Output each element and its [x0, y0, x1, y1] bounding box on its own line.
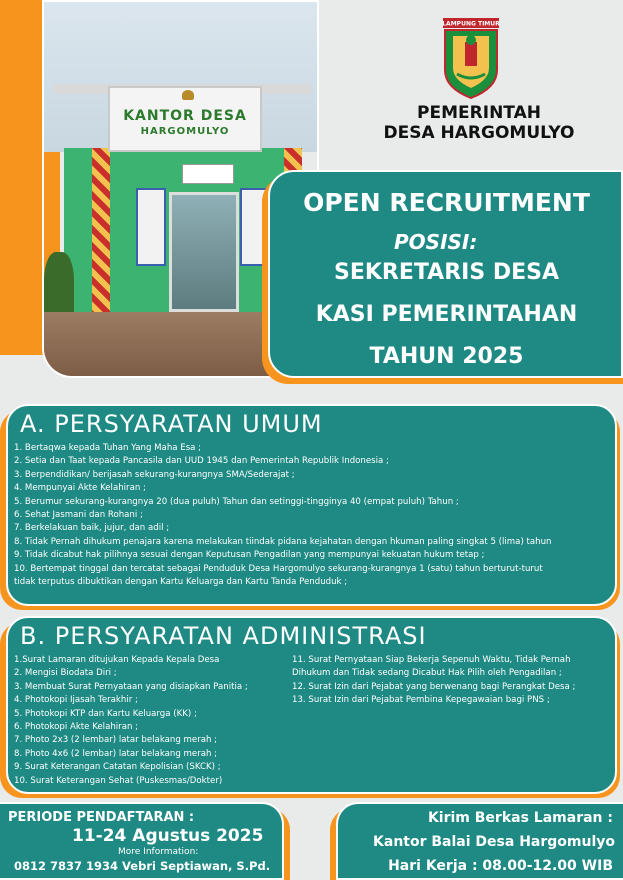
requirement-item: 3. Berpendidikan/ berijasah sekurang-kurangnya SMA/Sederajat ; — [14, 469, 295, 480]
kirim-place: Kantor Balai Desa Hargomulyo — [373, 834, 615, 850]
requirement-item: 5. Berumur sekurang-kurangnya 20 (dua puluh) Tahun dan setinggi-tingginya 40 (empat puluh) Tahun ; — [14, 496, 459, 507]
section-b-title: B. PERSYARATAN ADMINISTRASI — [20, 622, 427, 650]
office-door — [169, 192, 239, 312]
requirement-item: 6. Photokopi Akte Kelahiran ; — [14, 722, 139, 733]
requirement-item: 5. Photokopi KTP dan Kartu Keluarga (KK) ; — [14, 708, 197, 719]
requirement-item: 13. Surat Izin dari Pejabat Pembina Kepegawaian bagi PNS ; — [292, 695, 550, 706]
requirement-item: 4. Mempunyai Akte Kelahiran ; — [14, 483, 146, 494]
section-b-left-list — [14, 654, 248, 788]
contact-info: 0812 7837 1934 Vebri Septiawan, S.Pd. — [14, 859, 271, 873]
requirement-item: 8. Photo 4x6 (2 lembar) latar belakang merah ; — [14, 748, 218, 759]
logo-banner-text: LAMPUNG TIMUR — [442, 20, 500, 28]
section-b-right-list — [292, 654, 575, 708]
requirement-item: 9. Surat Keterangan Catatan Kepolisian (SKCK) ; — [14, 762, 221, 773]
submission-box — [336, 802, 623, 880]
government-title — [344, 103, 614, 143]
section-a-title: A. PERSYARATAN UMUM — [20, 410, 323, 438]
requirement-item: 1.Surat Lamaran ditujukan Kepada Kepala Desa — [14, 655, 220, 665]
requirement-item: 7. Berkelakuan baik, jujur, dan adil ; — [14, 523, 170, 534]
job-1: SEKRETARIS DESA — [333, 260, 559, 285]
requirement-item: 2. Mengisi Biodata Diri ; — [14, 668, 117, 679]
recruitment-box — [268, 170, 623, 378]
requirement-item: 2. Setia dan Taat kepada Pancasila dan UUD 1945 dan Pemerintah Republik Indonesia ; — [14, 456, 389, 467]
requirement-item: 9. Tidak dicabut hak pilihnya sesuai dengan Keputusan Pengadilan yang mempunyai kekuatan hukum tetap ; — [14, 550, 485, 561]
kirim-label: Kirim Berkas Lamaran : — [427, 810, 613, 826]
registration-period-box — [0, 802, 284, 880]
sign-line1: KANTOR DESA — [123, 108, 247, 124]
requirement-item: 3. Membuat Surat Pernyataan yang disiapkan Panitia ; — [14, 681, 248, 692]
requirement-item: 1. Bertaqwa kepada Tuhan Yang Maha Esa ; — [14, 443, 202, 453]
requirement-item: tidak terputus dibuktikan dengan Kartu Keluarga dan Kartu Tanda Penduduk ; — [14, 577, 348, 588]
job-2: KASI PEMERINTAHAN — [315, 302, 578, 327]
kirim-hours: Hari Kerja : 08.00-12.00 WIB — [388, 858, 613, 874]
section-persyaratan-umum — [6, 404, 617, 606]
sign-line2: HARGOMULYO — [140, 126, 230, 137]
gov-line2: DESA HARGOMULYO — [383, 123, 575, 143]
requirement-item: 11. Surat Pernyataan Siap Bekerja Sepenuh Waktu, Tidak Pernah — [292, 655, 571, 665]
more-info-label: More Information: — [118, 847, 199, 857]
section-a-list — [14, 442, 552, 589]
requirement-item: Dihukum dan Tidak sedang Dicabut Hak Pilih oleh Pengadilan ; — [292, 668, 562, 679]
recruitment-title: OPEN RECRUITMENT — [303, 188, 590, 217]
lampung-timur-logo — [441, 18, 501, 100]
requirement-item: 10. Surat Keterangan Sehat (Puskesmas/Dokter) — [14, 775, 223, 786]
requirement-item: 12. Surat Izin dari Pejabat yang berwenang bagi Perangkat Desa ; — [292, 681, 576, 692]
section-persyaratan-administrasi — [6, 616, 617, 794]
periode-dates: 11-24 Agustus 2025 — [72, 826, 264, 846]
requirement-item: 7. Photo 2x3 (2 lembar) latar belakang merah ; — [14, 735, 218, 746]
periode-label: PERIODE PENDAFTARAN : — [8, 810, 195, 825]
requirement-item: 8. Tidak Pernah dihukum penajara karena melakukan tiindak pidana kejahatan dengan hkuman paling singkat 5 (lima) tahun — [14, 536, 552, 547]
posisi-label: POSISI: — [394, 230, 478, 254]
gov-line1: PEMERINTAH — [417, 103, 541, 123]
mural-left — [136, 188, 166, 266]
year-label: TAHUN 2025 — [369, 344, 524, 369]
garuda-emblem-icon — [182, 90, 194, 100]
requirement-item: 6. Sehat Jasmani dan Rohani ; — [14, 510, 143, 521]
requirement-item: 4. Photokopi Ijasah Terakhir ; — [14, 695, 138, 706]
requirement-item: 10. Bertempat tinggal dan tercatat sebagai Penduduk Desa Hargomulyo sekurang-kurangnya 1 (satu) tahun berturut-turut — [14, 563, 543, 574]
